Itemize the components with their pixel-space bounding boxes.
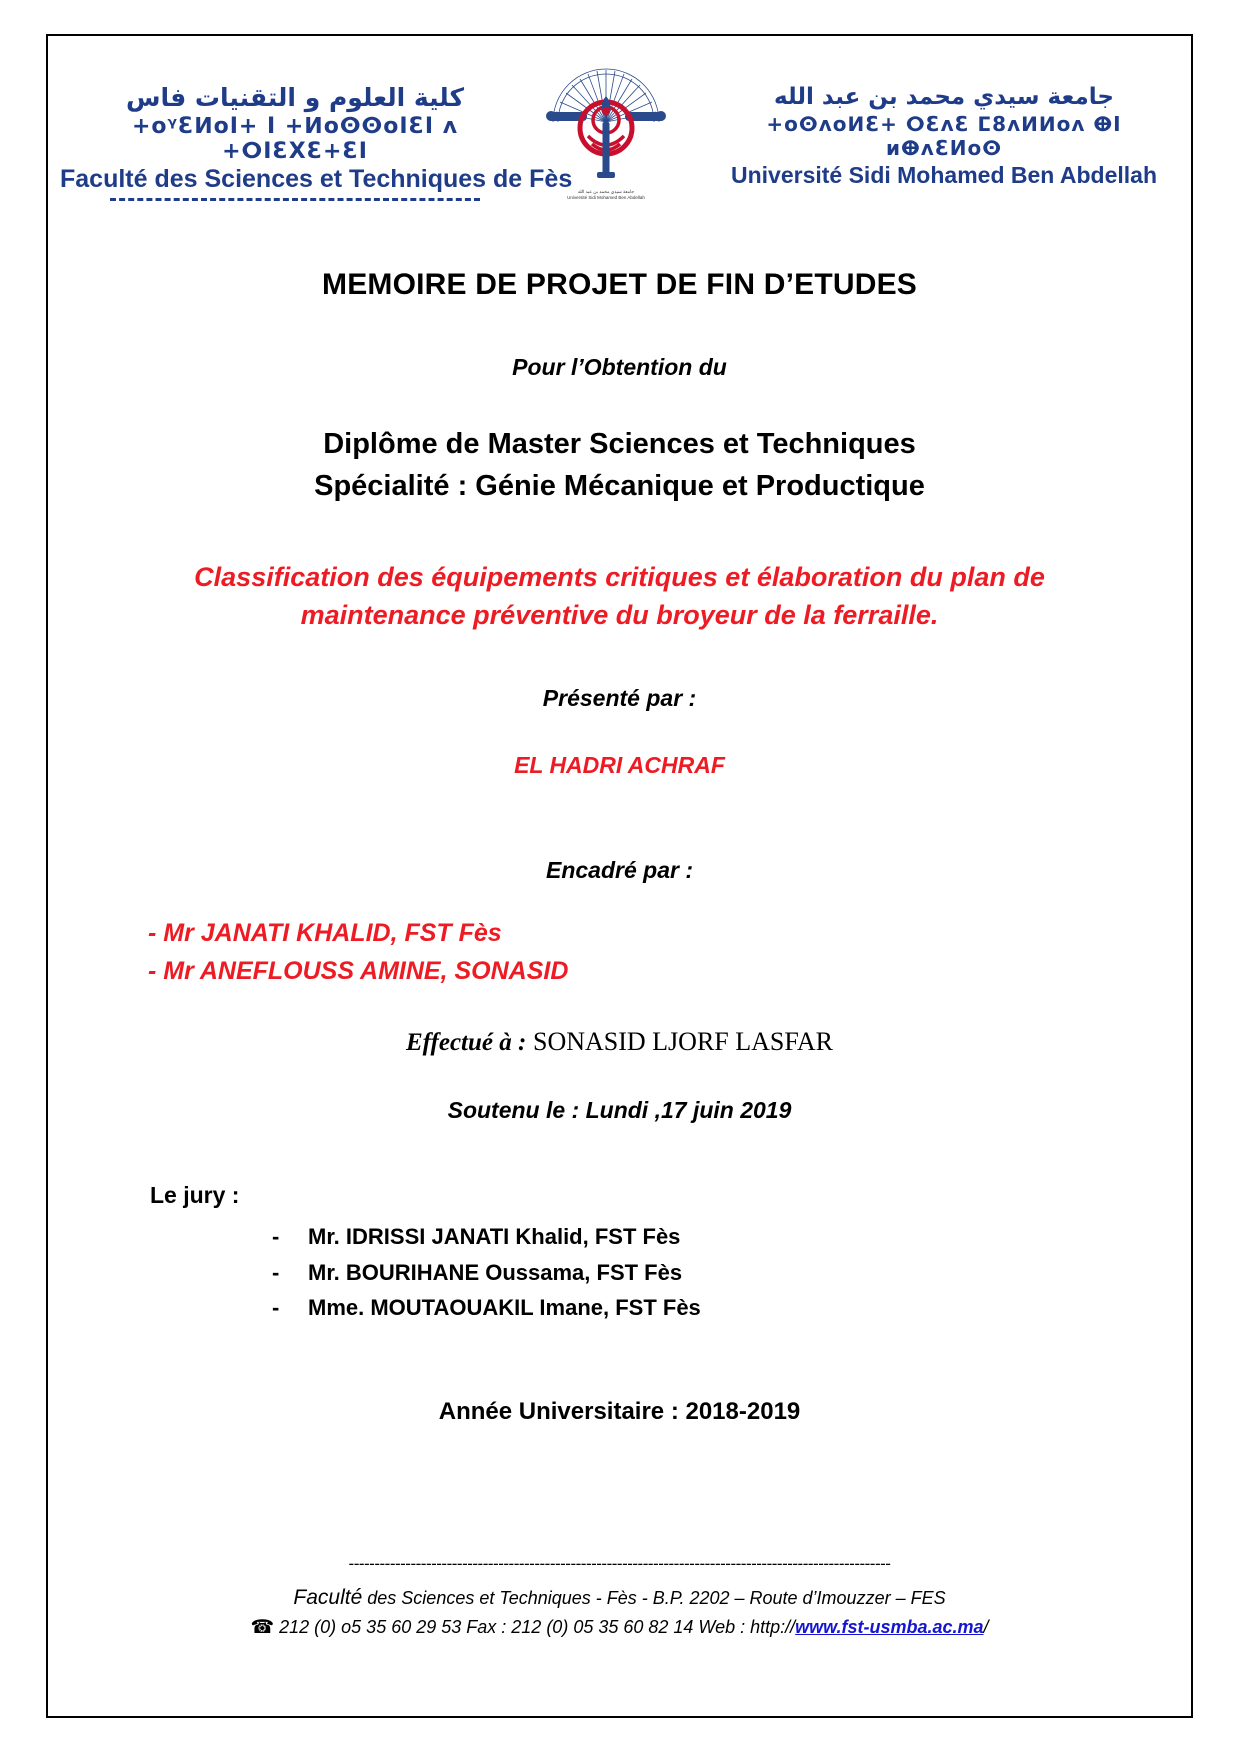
supervisors-list — [88, 914, 1151, 992]
logo-caption-french: Université Sidi Mohamed Ben Abdellah — [567, 194, 645, 200]
faculty-name-arabic: كلية العلوم و التقنيات فاس — [125, 83, 465, 112]
faculty-name-tifinagh: +oᵞƐⵍoI+ I +ⵍoⵙⵙoIƐI ᴧ +ⵔIƐXƐ+ƐI — [131, 113, 459, 165]
performed-at-line — [88, 1027, 1151, 1057]
phone-icon: ☎ — [250, 1616, 275, 1638]
university-name-french: Université Sidi Mohamed Ben Abdellah — [730, 162, 1157, 189]
jury-member-row — [272, 1290, 1151, 1326]
defense-date: Soutenu le : Lundi ,17 juin 2019 — [447, 1097, 792, 1124]
footer-address — [48, 1586, 1191, 1610]
jury-member-name: Mme. MOUTAOUAKIL Imane, FST Fès — [308, 1295, 701, 1321]
faculty-name-french: Faculté des Sciences et Techniques de Fès — [60, 165, 573, 194]
supervised-by-label: Encadré par : — [546, 856, 693, 883]
jury-member-row — [272, 1255, 1151, 1291]
degree-line-1: Diplôme de Master Sciences et Techniques — [323, 428, 916, 460]
university-name-arabic: جامعة سيدي محمد بن عبد الله — [774, 84, 1114, 110]
faculty-website-link[interactable]: www.fst-usmba.ac.ma — [795, 1617, 984, 1637]
footer-address-lead: Faculté — [293, 1586, 363, 1609]
logo-caption-arabic: جامعة سيدي محمد بن عبد الله — [577, 189, 635, 194]
page-inner — [48, 36, 1191, 1716]
jury-label: Le jury : — [150, 1182, 240, 1209]
footer-contact-text: 212 (0) o5 35 60 29 53 Fax : 212 (0) 05 35 60 82 14 Web : http:// — [279, 1617, 796, 1637]
faculty-underline-divider — [110, 198, 480, 201]
jury-bullet-dash: - — [272, 1259, 280, 1285]
university-identity-block — [709, 84, 1179, 189]
presented-by-label: Présenté par : — [542, 684, 697, 711]
degree-block — [88, 423, 1151, 507]
thesis-subject — [88, 559, 1151, 635]
footer-address-rest: des Sciences et Techniques - Fès - B.P. 2202 – Route d’Imouzzer – FES — [362, 1588, 946, 1608]
jury-member-name: Mr. IDRISSI JANATI Khalid, FST Fès — [308, 1224, 681, 1250]
document-body — [48, 268, 1191, 1426]
footer-divider: --------------------------------------------------------------------------------------------------------- — [348, 1555, 891, 1572]
footer-contact — [48, 1616, 1191, 1638]
purpose-line: Pour l’Obtention du — [512, 354, 727, 380]
jury-list — [150, 1219, 1151, 1326]
jury-bullet-dash: - — [272, 1295, 280, 1321]
thesis-subject-line-2: maintenance préventive du broyeur de la ferraille. — [300, 599, 939, 630]
thesis-subject-line-1: Classification des équipements critiques et élaboration du plan de — [194, 562, 1045, 593]
performed-at-value: SONASID LJORF LASFAR — [532, 1027, 834, 1057]
student-name: EL HADRI ACHRAF — [514, 751, 725, 778]
document-page — [46, 34, 1193, 1718]
degree-line-2: Spécialité : Génie Mécanique et Productique — [314, 470, 925, 503]
jury-member-row — [272, 1219, 1151, 1255]
document-footer — [48, 1555, 1191, 1638]
page-title: MEMOIRE DE PROJET DE FIN D’ETUDES — [322, 268, 917, 301]
jury-bullet-dash: - — [272, 1224, 280, 1250]
academic-year: Année Universitaire : 2018-2019 — [438, 1398, 801, 1426]
performed-at-label: Effectué à : — [405, 1029, 527, 1057]
faculty-identity-block — [60, 83, 573, 201]
supervisor-item: - Mr ANEFLOUSS AMINE, SONASID — [148, 957, 569, 986]
university-emblem-logo — [545, 56, 667, 206]
document-header — [48, 36, 1191, 200]
university-name-tifinagh: +oⵙᴧoⵍƐ+ ⵔƐᴧƐ ⵎ8ᴧⵍⵍoᴧ ⴲI ᴎⴲᴧƐИoⵙ — [766, 112, 1122, 161]
jury-block — [88, 1182, 1151, 1326]
footer-contact-suffix: / — [983, 1617, 989, 1637]
supervisor-item: - Mr JANATI KHALID, FST Fès — [148, 918, 502, 947]
jury-member-name: Mr. BOURIHANE Oussama, FST Fès — [308, 1259, 683, 1285]
logo-caption — [545, 189, 667, 200]
